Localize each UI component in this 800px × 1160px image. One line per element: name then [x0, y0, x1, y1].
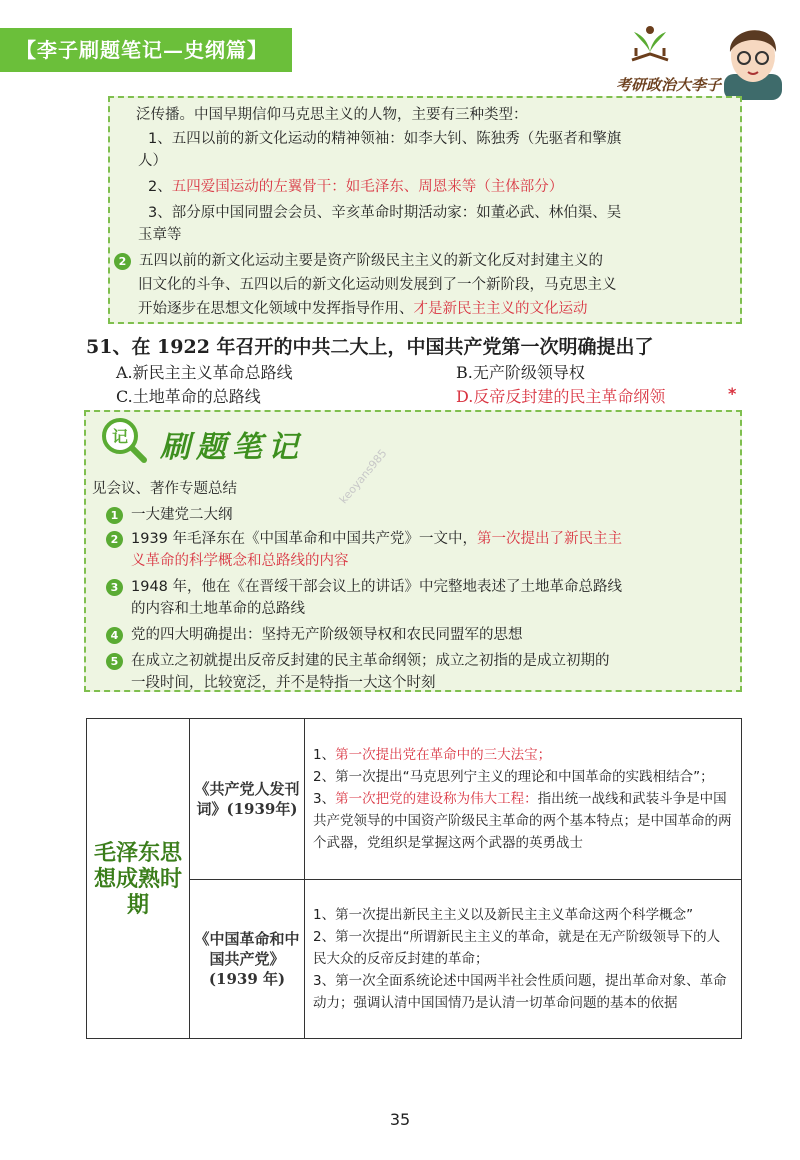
brand-text: 考研政治大李子 — [616, 76, 722, 94]
svg-text:记: 记 — [111, 427, 129, 446]
text-line: 旧文化的斗争、五四以后的新文化运动则发展到了一个新阶段，马克思主义 — [138, 277, 617, 293]
text-line — [138, 298, 588, 320]
option-d: D.反帝反封建的民主革命纲领 — [456, 387, 666, 406]
note-item — [106, 576, 622, 598]
work-title-cell: 《中国革命和中国共产党》(1939 年) — [190, 880, 305, 1039]
explanation-box — [108, 96, 742, 324]
brand-area — [616, 16, 786, 100]
text-line: 人） — [138, 153, 167, 169]
notes-magnifier-icon — [98, 414, 148, 464]
text-line — [313, 788, 733, 854]
note-text: 一段时间，比较宽泛，并不是特指一大这个时刻 — [131, 675, 436, 691]
text-line: 3、第一次全面系统论述中国两半社会性质问题，提出革命对象、革命动力；强调认清中国国情乃是认清一切革命问题的基本的依据 — [313, 973, 727, 1011]
highlight-text: 才是新民主主义的文化运动 — [413, 301, 588, 317]
number-badge: 2 — [114, 253, 131, 270]
highlight-text: 五四爱国运动的左翼骨干：如毛泽东、周恩来等（主体部分） — [171, 179, 564, 195]
page-number: 35 — [389, 1110, 411, 1129]
list-marker: 3、 — [313, 791, 336, 807]
header-title: 【李子刷题笔记—史纲篇】 — [0, 28, 292, 72]
number-badge: 4 — [106, 627, 123, 644]
highlight-text: 义革命的科学概念和总路线的内容 — [131, 553, 349, 569]
note-item — [106, 650, 610, 672]
note-item — [106, 624, 523, 646]
option-c: C.土地革命的总路线 — [116, 387, 261, 406]
text-part: 开始逐步在思想文化领域中发挥指导作用、 — [138, 301, 414, 317]
content-cell — [305, 719, 742, 880]
period-cell: 毛泽东思想成熟时期 — [87, 719, 190, 1039]
number-badge: 3 — [106, 579, 123, 596]
list-marker: 1、 — [313, 747, 336, 763]
note-item — [106, 528, 622, 550]
option-a: A.新民主主义革命总路线 — [116, 363, 293, 382]
note-text: 党的四大明确提出：坚持无产阶级领导权和农民同盟军的思想 — [131, 627, 523, 643]
text-line: 1、第一次提出新民主主义以及新民主主义革命这两个科学概念” — [313, 907, 694, 923]
text-line — [114, 250, 603, 272]
highlight-text: 第一次提出党在革命中的三大法宝； — [335, 747, 552, 763]
avatar — [720, 16, 786, 100]
text-line: 玉章等 — [138, 227, 182, 243]
summary-table — [86, 718, 742, 1039]
note-text: 的内容和土地革命的总路线 — [131, 601, 305, 617]
note-text: 1948 年，他在《在晋绥干部会议上的讲话》中完整地表述了土地革命总路线 — [131, 579, 623, 595]
notes-intro: 见会议、著作专题总结 — [92, 481, 237, 497]
notes-title: 刷题笔记 — [160, 430, 304, 465]
highlight-text: 第一次把党的建设称为伟大工程： — [335, 791, 538, 807]
note-text: 在成立之初就提出反帝反封建的民主革命纲领；成立之初指的是成立初期的 — [131, 653, 610, 669]
text-line — [148, 176, 563, 198]
highlight-text: 第一次提出了新民主主 — [477, 531, 623, 547]
number-badge: 2 — [106, 531, 123, 548]
point-text: 五四以前的新文化运动主要是资产阶级民主主义的新文化反对封建主义的 — [139, 253, 603, 269]
text-line — [313, 744, 733, 766]
note-item — [106, 504, 233, 526]
logo-icon — [626, 20, 674, 68]
content-cell — [305, 880, 742, 1039]
table-row — [87, 719, 742, 880]
text-line: 2、第一次提出“马克思列宁主义的理论和中国革命的实践相结合”； — [313, 769, 714, 785]
text-line: 1、五四以前的新文化运动的精神领袖：如李大钊、陈独秀（先驱者和擎旗 — [148, 131, 622, 147]
option-b: B.无产阶级领导权 — [456, 363, 585, 382]
text-line: 泛传播。中国早期信仰马克思主义的人物，主要有三种类型： — [136, 107, 528, 123]
watermark: keoyans985 — [336, 446, 390, 507]
text-line: 2、第一次提出“所谓新民主主义的革命，就是在无产阶级领导下的人民大众的反帝反封建的革命； — [313, 929, 721, 967]
note-text: 1939 年毛泽东在《中国革命和中国共产党》一文中， — [131, 531, 478, 547]
text-part: 指出统一战线和武装斗争是中国共产党领导的中国资产阶级民主革命的两个基本特点；是中国革命的两个武器，党组织是掌握这两个武器的英勇战士 — [313, 791, 732, 851]
work-title-cell: 《共产党人发刊词》(1939年) — [190, 719, 305, 880]
number-badge: 5 — [106, 653, 123, 670]
question-stem: 51、在 1922 年召开的中共二大上，中国共产党第一次明确提出了 — [86, 336, 654, 358]
number-badge: 1 — [106, 507, 123, 524]
text-line: 3、部分原中国同盟会会员、辛亥革命时期活动家：如董必武、林伯渠、吴 — [148, 205, 622, 221]
list-marker: 2、 — [148, 179, 172, 195]
note-text: 一大建党二大纲 — [131, 507, 233, 523]
answer-mark: * — [728, 384, 737, 403]
